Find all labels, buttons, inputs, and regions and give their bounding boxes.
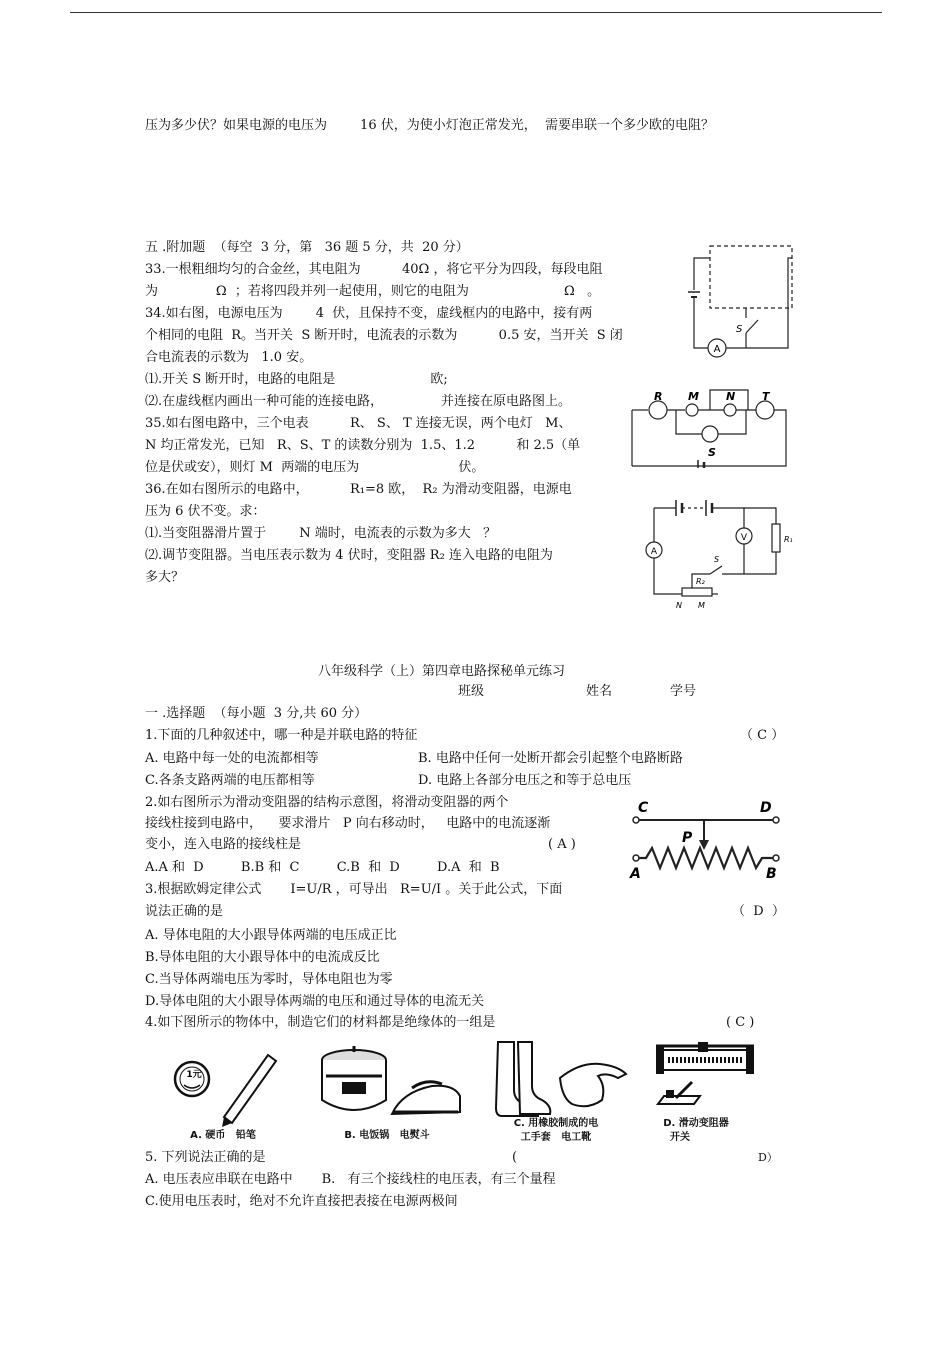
- fig36-S-label: S: [714, 555, 720, 564]
- coin-pencil-image: [170, 1045, 280, 1127]
- exercise-title: 八年级科学（上）第四章电路探秘单元练习: [318, 664, 566, 679]
- q33-line1: 33.一根粗细均匀的合金丝，其电阻为 40Ω ，将它平分为四段，每段电阻: [145, 262, 603, 277]
- q3-option-c: C.当导体两端电压为零时，导体电阻也为零: [145, 972, 393, 987]
- fig35-M-label: M: [688, 390, 699, 403]
- q5-paren: (: [512, 1150, 518, 1165]
- coin-text: 1元: [186, 1070, 202, 1080]
- section1-heading: 一 .选择题 （每小题 3 分,共 60 分）: [145, 706, 368, 721]
- q1-answer: （ C ）: [740, 728, 785, 743]
- header-rule: [70, 12, 882, 13]
- q36-part3: 多大？: [145, 570, 185, 585]
- q4-answer: ( C ): [726, 1015, 755, 1030]
- q3-answer: （ D ）: [732, 904, 785, 919]
- q35-line3: 位是伏或安），则灯 M 两端的电压为 伏。: [145, 460, 485, 475]
- q3-option-a: A. 导体电阻的大小跟导体两端的电压成正比: [145, 928, 397, 943]
- q5-stem: 5. 下列说法正确的是: [145, 1150, 266, 1165]
- q3-option-b: B.导体电阻的大小跟导体中的电流成反比: [145, 950, 380, 965]
- q1-option-d: D. 电路上各部分电压之和等于总电压: [418, 773, 632, 788]
- q4-stem: 4.如下图所示的物体中，制造它们的材料都是绝缘体的一组是: [145, 1015, 496, 1030]
- fig36-V-label: V: [740, 533, 748, 543]
- name-label: 姓名: [586, 684, 613, 699]
- q4-caption-d2: 开关: [670, 1132, 690, 1143]
- q4-caption-b: B. 电饭锅 电熨斗: [344, 1130, 430, 1141]
- fig34-circuit: [676, 238, 798, 366]
- fig35-R-label: R: [654, 390, 663, 403]
- fig35-T-label: T: [762, 390, 770, 403]
- rheostat-figure: [626, 796, 786, 884]
- q-continuation: 压为多少伏？如果电源的电压为 16 伏，为使小灯泡正常发光， 需要串联一个多少欧的电阻？: [145, 118, 714, 133]
- q5-option-c: C.使用电压表时，绝对不允许直接把表接在电源两极间: [145, 1194, 458, 1209]
- q5-answer: D）: [758, 1151, 778, 1164]
- q1-option-c: C.各条支路两端的电压都相等: [145, 773, 315, 788]
- rheo-A-label: A: [630, 866, 641, 882]
- q34-part2: ⑵.在虚线框内画出一种可能的连接电路， 并连接在原电路图上。: [145, 394, 571, 409]
- q4-caption-a: A. 硬币 铅笔: [190, 1130, 256, 1141]
- fig36-R2-label: R₂: [696, 577, 705, 586]
- rheo-B-label: B: [766, 866, 777, 882]
- rheo-P-label: P: [682, 830, 693, 846]
- q2-options: A.A 和 D B.B 和 C C.B 和 D D.A 和 B: [145, 860, 500, 875]
- q3-line1: 3.根据欧姆定律公式 I=U/R ，可导出 R=U/I 。关于此公式，下面: [145, 882, 563, 897]
- q36-line1: 36.在如右图所示的电路中， R₁=8 欧， R₂ 为滑动变阻器，电源电: [145, 482, 572, 497]
- q1-stem: 1.下面的几种叙述中，哪一种是并联电路的特征: [145, 728, 418, 743]
- q5-options-ab: A. 电压表应串联在电路中 B. 有三个接线柱的电压表，有三个量程: [145, 1172, 556, 1187]
- q2-line1: 2.如右图所示为滑动变阻器的结构示意图，将滑动变阻器的两个: [145, 795, 509, 810]
- q35-line2: N 均正常发光，已知 R、S、T 的读数分别为 1.5、1.2 和 2.5（单: [145, 438, 581, 453]
- q4-caption-c1: C. 用橡胶制成的电: [513, 1118, 599, 1129]
- rheostat-switch-image: [648, 1042, 760, 1122]
- fig36-circuit: [636, 490, 798, 616]
- q2-line2: 接线柱接到电路中， 要求滑片 P 向右移动时， 电路中的电流逐渐: [145, 816, 551, 831]
- class-label: 班级: [458, 684, 485, 699]
- q33-line2: 为 Ω ；若将四段并列一起使用，则它的电阻为 Ω 。: [145, 284, 601, 299]
- fig36-A-label: A: [650, 547, 658, 557]
- fig35-circuit: [630, 388, 788, 468]
- q2-line3: 变小，连入电路的接线柱是: [145, 837, 302, 852]
- q3-line2: 说法正确的是: [145, 904, 224, 919]
- q34-part1: ⑴.开关 S 断开时，电路的电阻是 欧;: [145, 372, 448, 387]
- q4-caption-c2: 工手套 电工靴: [520, 1132, 592, 1143]
- fig36-M-label: M: [698, 601, 705, 610]
- fig36-N-label: N: [676, 601, 682, 610]
- q2-answer: ( A ): [548, 837, 576, 852]
- fig36-R1-label: R₁: [784, 535, 793, 544]
- fig34-switch-label: S: [736, 324, 743, 335]
- fig35-N-label: N: [726, 390, 736, 403]
- fig35-S-label: S: [708, 446, 716, 459]
- q36-line2: 压为 6 伏不变。求：: [145, 504, 266, 519]
- q36-part1: ⑴.当变阻器滑片置于 N 端时，电流表的示数为多大 ？: [145, 526, 497, 541]
- rice-cooker-iron-image: [312, 1042, 462, 1124]
- q1-option-b: B. 电路中任何一处断开都会引起整个电路断路: [418, 751, 683, 766]
- rubber-gloves-boots-image: [488, 1038, 628, 1118]
- q4-caption-d1: D. 滑动变阻器: [663, 1118, 729, 1129]
- student-id-label: 学号: [670, 684, 697, 699]
- section5-heading: 五 .附加题 （每空 3 分，第 36 题 5 分，共 20 分）: [145, 240, 469, 255]
- q34-line2: 个相同的电阻 R。当开关 S 断开时，电流表的示数为 0.5 安，当开关 S 闭: [145, 328, 623, 343]
- q34-line3: 合电流表的示数为 1.0 安。: [145, 350, 313, 365]
- q3-option-d: D.导体电阻的大小跟导体两端的电压和通过导体的电流无关: [145, 994, 485, 1009]
- rheo-C-label: C: [638, 800, 649, 816]
- q35-line1: 35.如右图电路中，三个电表 R、 S、 T 连接无误，两个电灯 M、: [145, 416, 572, 431]
- fig34-meter-label: A: [713, 344, 721, 355]
- q36-part2: ⑵.调节变阻器。当电压表示数为 4 伏时，变阻器 R₂ 连入电路的电阻为: [145, 548, 553, 563]
- rheo-D-label: D: [760, 800, 772, 816]
- q34-line1: 34.如右图，电源电压为 4 伏，且保持不变，虚线框内的电路中，接有两: [145, 306, 593, 321]
- q1-option-a: A. 电路中每一处的电流都相等: [145, 751, 319, 766]
